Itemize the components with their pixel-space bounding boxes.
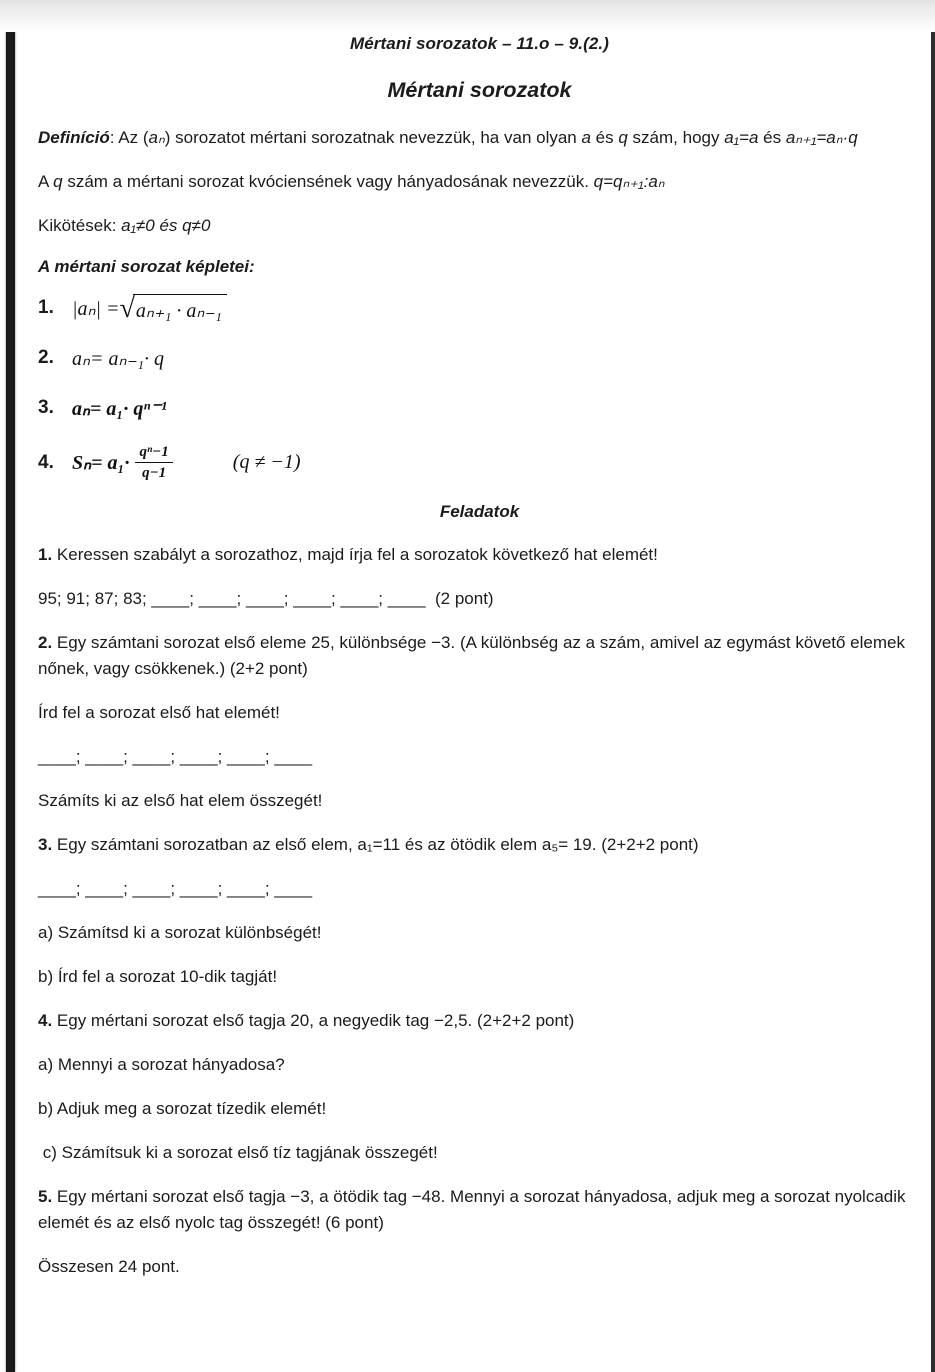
conditions-paragraph <box>38 213 921 239</box>
text-segment: : Az ( <box>109 128 149 147</box>
task-3-subtask-b: b) Írd fel a sorozat 10-dik tagját! <box>38 967 278 986</box>
text-segment: Egy mértani sorozat első tagja −3, a ötödik tag −48. Mennyi a sorozat hányadosa, adjuk meg a sorozat nyolcadik elemét és az első nyolc tag összegét! (6 pont) <box>38 1187 906 1232</box>
text-segment: Egy mértani sorozat első tagja 20, a negyedik tag −2,5. (2+2+2 pont) <box>56 1011 575 1030</box>
text-segment: és <box>758 128 786 147</box>
text-segment: 5. <box>38 1187 57 1206</box>
text-segment: q=qₙ₊₁:aₙ <box>593 172 665 191</box>
text-segment: ) sorozatot mértani sorozatnak nevezzük, ha van olyan <box>164 128 582 147</box>
text-segment: a₁=a <box>724 128 759 147</box>
task-4-paragraph <box>38 1008 921 1034</box>
formula-lhs: Sₙ= a₁· <box>72 452 130 474</box>
formula-row-2 <box>38 343 921 373</box>
task-2-prompt-sum: Számíts ki az első hat elem összegét! <box>38 791 323 810</box>
text-segment: a₁≠0 és q≠0 <box>121 216 211 235</box>
task-3-paragraph <box>38 832 921 858</box>
formula-row-4 <box>38 443 921 482</box>
text-segment: Definíció <box>38 128 110 147</box>
formula-expression: aₙ= aₙ₋₁· q <box>72 347 164 370</box>
task-1-sequence: 95; 91; 87; 83; ____; ____; ____; ____; ____; ____ (2 pont) <box>38 589 494 608</box>
text-segment: Egy számtani sorozat első eleme 25, különbsége −3. (A különbség az a szám, amivel az egymást követő elemek nőnek, vagy csökkenek.) (2+2 pont) <box>38 633 905 678</box>
task-3-blanks: ____; ____; ____; ____; ____; ____ <box>38 879 313 898</box>
text-segment: q <box>53 172 63 191</box>
radicand: aₙ₊₁ · aₙ₋₁ <box>133 294 227 323</box>
left-edge-bar <box>6 25 15 1372</box>
text-segment: 2. <box>38 633 57 652</box>
task-4-subtask-b: b) Adjuk meg a sorozat tízedik elemét! <box>38 1099 327 1118</box>
quotient-paragraph <box>38 169 921 195</box>
task-1-paragraph <box>38 542 921 568</box>
text-segment: aₙ <box>148 128 165 147</box>
formula-expression: aₙ= a₁· qⁿ⁻¹ <box>72 397 167 420</box>
text-segment: 3. <box>38 835 57 854</box>
text-segment: a <box>581 128 591 147</box>
task-2-paragraph <box>38 630 921 682</box>
definition-paragraph <box>38 125 921 151</box>
formulas-heading: A mértani sorozat képletei: <box>38 257 255 276</box>
text-segment: q <box>618 128 628 147</box>
text-segment: A <box>38 172 54 191</box>
formula-row-3 <box>38 393 921 423</box>
task-2-prompt-first-six: Írd fel a sorozat első hat elemét! <box>38 703 280 722</box>
header-title: Mértani sorozatok – 11.o – 9.(2.) <box>349 34 609 53</box>
formula-expression <box>72 443 301 482</box>
text-segment: Kikötések: <box>38 216 122 235</box>
fraction-numerator: qⁿ−1 <box>135 443 172 463</box>
text-segment: Egy számtani sorozatban az első elem, a₁=11 és az ötödik elem a₅= 19. (2+2+2 pont) <box>56 835 699 854</box>
formula-row-1 <box>38 293 921 323</box>
formula-condition-note: (q ≠ −1) <box>232 451 301 473</box>
fraction <box>135 443 172 482</box>
formula-expression <box>72 294 227 323</box>
formula-number: 2. <box>38 347 54 368</box>
text-segment: és <box>590 128 619 147</box>
task-4-subtask-a: a) Mennyi a sorozat hányadosa? <box>38 1055 285 1074</box>
task-3-subtask-a: a) Számítsd ki a sorozat különbségét! <box>38 923 322 942</box>
formula-number: 4. <box>38 451 54 473</box>
text-segment: aₙ₊₁=aₙ·q <box>785 128 858 147</box>
task-5-paragraph <box>38 1184 921 1236</box>
total-points-line: Összesen 24 pont. <box>38 1257 180 1276</box>
formula-number: 1. <box>38 297 54 318</box>
page-title: Mértani sorozatok <box>387 78 572 102</box>
text-segment: Keressen szabályt a sorozathoz, majd írja fel a sorozatok következő hat elemét! <box>56 545 658 564</box>
text-segment: 1. <box>38 545 57 564</box>
task-2-blanks: ____; ____; ____; ____; ____; ____ <box>38 747 313 766</box>
formula-number: 3. <box>38 397 54 418</box>
top-scroll-shadow <box>0 0 935 32</box>
text-segment: 4. <box>38 1011 57 1030</box>
right-edge-bar <box>931 25 935 1372</box>
text-segment: szám a mértani sorozat kvóciensének vagy hányadosának nevezzük. <box>62 172 594 191</box>
text-segment: szám, hogy <box>627 128 725 147</box>
task-4-subtask-c: c) Számítsuk ki a sorozat első tíz tagjának összegét! <box>38 1143 438 1162</box>
tasks-heading: Feladatok <box>439 502 520 521</box>
radical-sign: √ <box>119 293 135 324</box>
fraction-denominator: q−1 <box>142 465 167 481</box>
formula-lhs: |aₙ| = <box>72 297 120 320</box>
